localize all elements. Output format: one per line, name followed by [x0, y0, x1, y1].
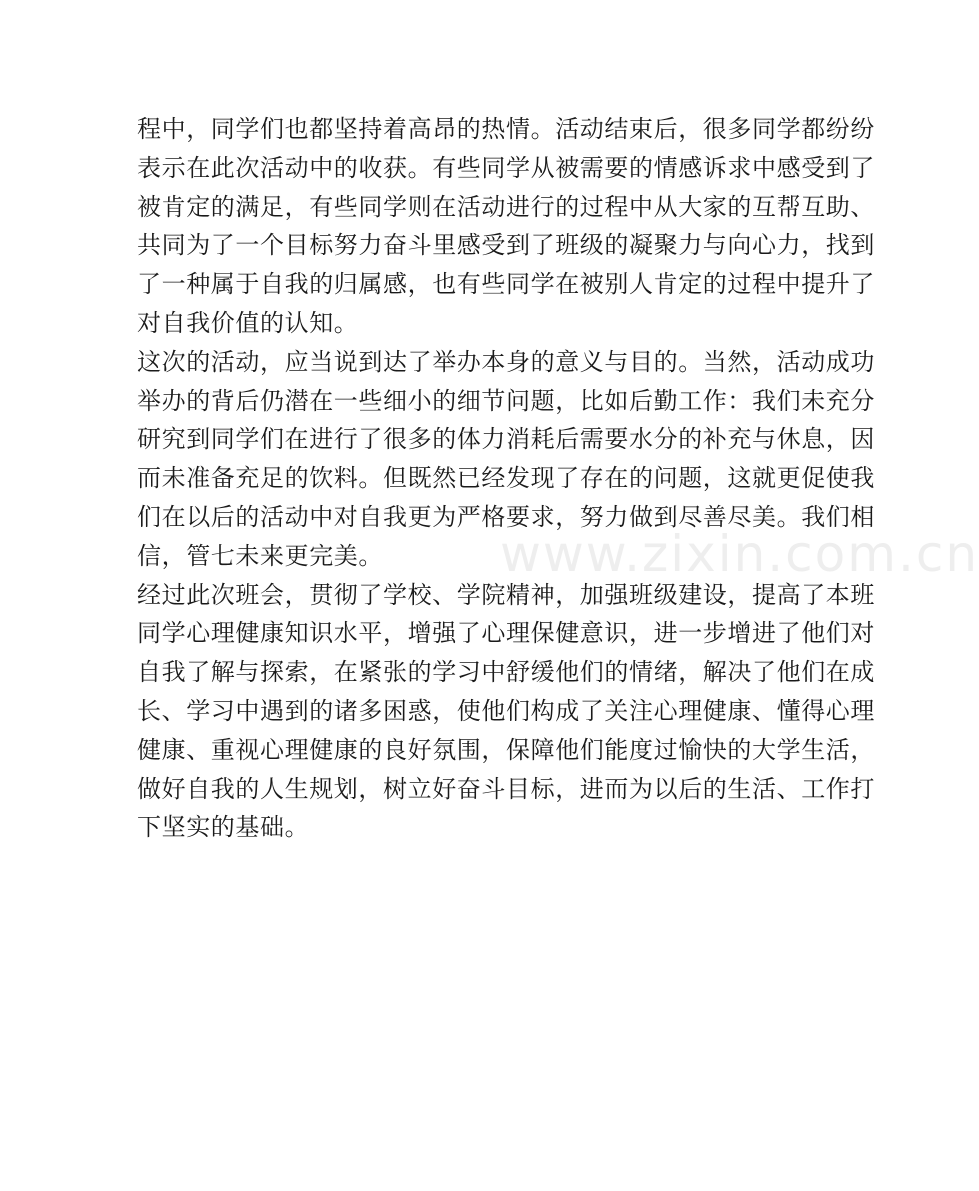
- text-line: 这次的活动，应当说到达了举办本身的意义与目的。当然，活动成功: [137, 347, 875, 376]
- text-line: 程中，同学们也都坚持着高昂的热情。活动结束后，很多同学都纷纷: [137, 115, 875, 143]
- text-line: 举办的背后仍潜在一些细小的细节问题，比如后勤工作：我们未充分: [137, 386, 875, 415]
- text-line: 共同为了一个目标努力奋斗里感受到了班级的凝聚力与向心力，找到: [137, 231, 875, 260]
- text-line: 健康、重视心理健康的良好氛围，保障他们能度过愉快的大学生活，: [137, 735, 875, 764]
- text-line: 同学心理健康知识水平，增强了心理保健意识，进一步增进了他们对: [137, 619, 875, 648]
- text-line: 表示在此次活动中的收获。有些同学从被需要的情感诉求中感受到了: [137, 153, 875, 182]
- paragraph: [137, 576, 875, 848]
- text-line: 们在以后的活动中对自我更为严格要求，努力做到尽善尽美。我们相: [137, 502, 875, 531]
- text-line: 了一种属于自我的归属感，也有些同学在被别人肯定的过程中提升了: [137, 270, 875, 299]
- text-line: 对自我价值的认知。: [137, 308, 359, 337]
- text-line: 做好自我的人生规划，树立好奋斗目标，进而为以后的生活、工作打: [137, 774, 875, 803]
- text-line: 长、学习中遇到的诸多困惑，使他们构成了关注心理健康、懂得心理: [137, 696, 875, 725]
- text-line: 被肯定的满足，有些同学则在活动进行的过程中从大家的互帮互助、: [137, 192, 875, 221]
- text-line: 研究到同学们在进行了很多的体力消耗后需要水分的补充与休息，因: [137, 425, 875, 454]
- paragraph: [137, 110, 875, 343]
- text-line: 信，管七未来更完美。: [137, 541, 383, 570]
- watermark: www.zixin.com.cn: [500, 525, 979, 583]
- text-line: 自我了解与探索，在紧张的学习中舒缓他们的情绪，解决了他们在成: [137, 658, 875, 687]
- paragraph: [137, 343, 875, 576]
- text-line: 而未准备充足的饮料。但既然已经发现了存在的问题，这就更促使我: [137, 464, 875, 493]
- text-line: 经过此次班会，贯彻了学校、学院精神，加强班级建设，提高了本班: [137, 580, 875, 609]
- document-body: [137, 110, 875, 847]
- text-line: 下坚实的基础。: [137, 813, 310, 842]
